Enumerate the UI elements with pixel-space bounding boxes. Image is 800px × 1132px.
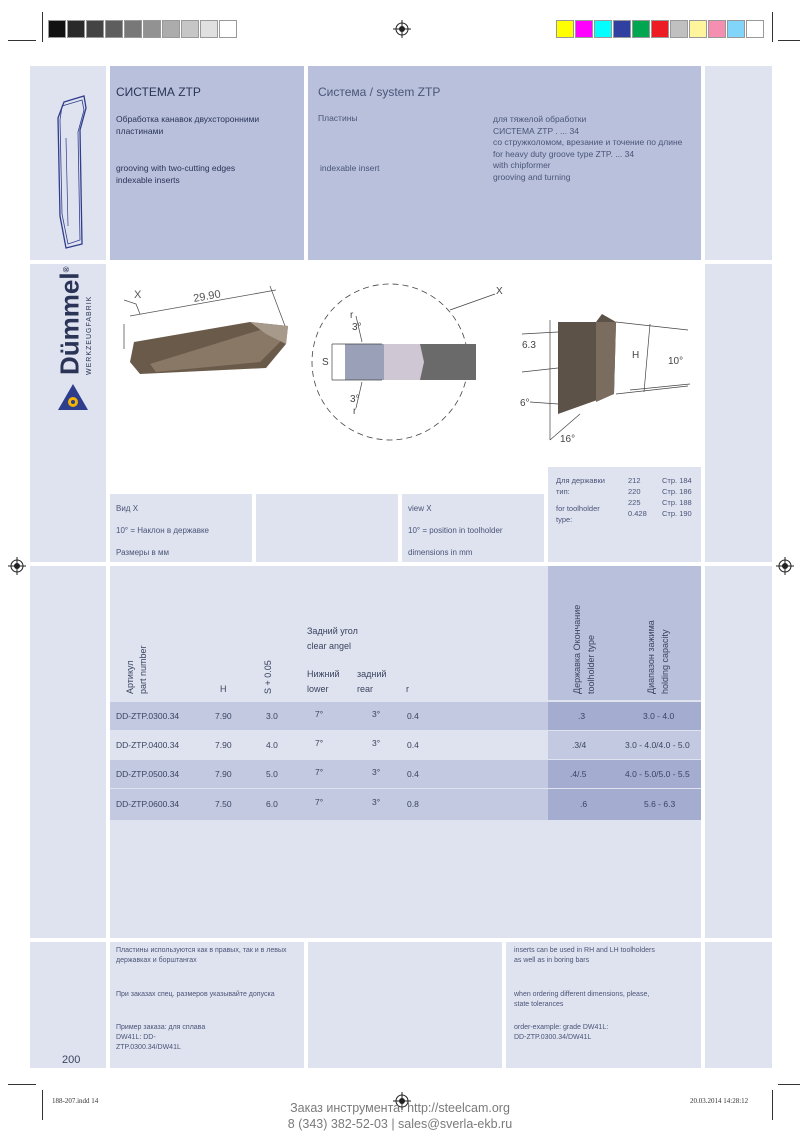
holder-pages bbox=[662, 475, 692, 519]
cell-r: 0.4 bbox=[407, 740, 419, 750]
note-line: with chipformer bbox=[493, 160, 551, 170]
col-r: r bbox=[406, 684, 409, 694]
header-ru-panel bbox=[110, 66, 304, 260]
dimensions-en: dimensions in mm bbox=[408, 548, 473, 557]
view-ru: Вид X bbox=[116, 504, 139, 513]
lower-ru: Нижний bbox=[307, 669, 340, 679]
right-margin-panel bbox=[705, 566, 772, 938]
clear-angle-en: clear angel bbox=[307, 641, 352, 651]
brand-panel bbox=[30, 264, 106, 562]
cell-s: 4.0 bbox=[266, 740, 278, 750]
gray-swatch bbox=[181, 20, 199, 38]
info-en-box bbox=[402, 494, 544, 562]
cell-lower: 7° bbox=[315, 797, 324, 807]
cell-lower: 7° bbox=[315, 767, 324, 777]
col-holder-ru: Державка Окончание bbox=[572, 604, 582, 694]
col-capacity-ru: Диапазон зажима bbox=[646, 620, 656, 694]
cell-capacity: 3.0 - 4.0 bbox=[643, 711, 675, 721]
notes-ru-box bbox=[110, 942, 304, 1068]
cell-r: 0.4 bbox=[407, 711, 419, 721]
col-article-ru: Артикул bbox=[125, 660, 135, 694]
registration-mark-icon bbox=[8, 557, 26, 575]
cell-s: 6.0 bbox=[266, 799, 278, 809]
note-en-1: inserts can be used in RH and LH toolholders as well as in boring bars bbox=[514, 947, 655, 964]
holder-label-ru: Для державки тип: bbox=[556, 476, 605, 496]
position-ru: 10° = Наклон в державке bbox=[116, 526, 210, 535]
crop-mark bbox=[778, 40, 800, 41]
color-swatch bbox=[708, 20, 726, 38]
cell-h: 7.90 bbox=[215, 740, 232, 750]
technical-drawing bbox=[110, 264, 700, 489]
notes-empty-box bbox=[308, 942, 502, 1068]
cell-capacity: 4.0 - 5.0/5.0 - 5.5 bbox=[625, 769, 690, 779]
gray-swatch bbox=[143, 20, 161, 38]
table-row bbox=[110, 702, 701, 730]
note-line: СИСТЕМА ZTP . ... 34 bbox=[493, 125, 579, 136]
gray-swatch bbox=[162, 20, 180, 38]
position-en: 10° = position in toolholder bbox=[408, 526, 503, 535]
lower-en: lower bbox=[307, 684, 329, 694]
slug-date: 20.03.2014 14:28:12 bbox=[690, 1097, 749, 1105]
dimensions-ru: Размеры в мм bbox=[116, 548, 169, 557]
radius-top: r bbox=[350, 310, 354, 321]
brand-registered: ® bbox=[62, 266, 71, 273]
crop-mark bbox=[42, 12, 43, 42]
view-x-mark: X bbox=[496, 286, 503, 297]
holder-type: 220 bbox=[628, 487, 641, 496]
gray-swatch bbox=[219, 20, 237, 38]
cell-rear: 3° bbox=[372, 767, 381, 777]
rear-en: rear bbox=[357, 684, 374, 694]
order-link[interactable]: Заказ инструмента: http://steelcam.org bbox=[290, 1101, 510, 1115]
angle-top: 3° bbox=[352, 322, 362, 333]
holder-type: 212 bbox=[628, 476, 641, 485]
note-en-2: when ordering different dimensions, please, state tolerances bbox=[514, 991, 650, 1008]
insert-label-en: indexable insert bbox=[320, 163, 380, 173]
col-rear bbox=[357, 667, 386, 697]
holder-page: Стр. 184 bbox=[662, 476, 692, 485]
clear-angle-ru: Задний угол bbox=[307, 626, 358, 636]
holder-page: Стр. 190 bbox=[662, 509, 692, 518]
cell-part: DD-ZTP.0500.34 bbox=[116, 769, 180, 779]
cell-h: 7.90 bbox=[215, 769, 232, 779]
note-line: for heavy duty groove type ZTP. ... 34 bbox=[493, 148, 635, 159]
cell-rear: 3° bbox=[372, 738, 381, 748]
cell-r: 0.4 bbox=[407, 769, 419, 779]
note-en-3: order-example: grade DW41L: DD-ZTP.0300.34/DW41L bbox=[514, 1024, 609, 1041]
holder-type-box bbox=[548, 467, 701, 562]
color-swatch bbox=[575, 20, 593, 38]
col-clear-angle bbox=[307, 624, 358, 654]
system-title: СИСТЕМА ZTP bbox=[116, 85, 201, 99]
holder-type: 225 bbox=[628, 498, 641, 507]
color-swatch bbox=[689, 20, 707, 38]
note-line: grooving and turning bbox=[493, 171, 571, 182]
gray-swatch bbox=[105, 20, 123, 38]
notes-en-box bbox=[506, 942, 701, 1068]
crop-mark bbox=[8, 40, 36, 41]
slug-file: 188-207.indd 14 bbox=[52, 1097, 99, 1105]
gray-swatch bbox=[67, 20, 85, 38]
cell-rear: 3° bbox=[372, 709, 381, 719]
page-number: 200 bbox=[62, 1054, 81, 1066]
cell-capacity: 3.0 - 4.0/4.0 - 5.0 bbox=[625, 740, 690, 750]
holder-page: Стр. 186 bbox=[662, 487, 692, 496]
crop-mark bbox=[772, 12, 773, 42]
holder-type: 0.428 bbox=[628, 509, 647, 518]
note-line: со стружколомом, врезание и точение по длине bbox=[493, 137, 683, 147]
contact-line[interactable]: 8 (343) 382-52-03 | sales@sverla-ekb.ru bbox=[287, 1117, 513, 1131]
description-en: grooving with two-cutting edges indexable inserts bbox=[116, 163, 236, 185]
cell-part: DD-ZTP.0300.34 bbox=[116, 711, 180, 721]
description-ru: Обработка канавок двухсторонними пластинами bbox=[116, 114, 260, 136]
registration-mark-icon bbox=[393, 20, 411, 38]
table-row bbox=[110, 731, 701, 759]
cell-part: DD-ZTP.0400.34 bbox=[116, 740, 180, 750]
brand-name: Dümmel bbox=[54, 272, 85, 375]
header-system-panel bbox=[308, 66, 701, 260]
dim-h: H bbox=[632, 350, 640, 361]
cell-h: 7.90 bbox=[215, 711, 232, 721]
color-swatch bbox=[746, 20, 764, 38]
cell-lower: 7° bbox=[315, 709, 324, 719]
angle-16: 16° bbox=[560, 434, 576, 445]
col-part-number: part number bbox=[138, 645, 148, 694]
application-notes bbox=[493, 114, 693, 183]
note-ru-2: При заказах спец. размеров указывайте допуска bbox=[116, 991, 275, 998]
col-lower bbox=[307, 667, 340, 697]
insert-outline-icon bbox=[30, 66, 106, 260]
holder-types bbox=[628, 475, 647, 519]
width-s: S bbox=[322, 357, 329, 368]
info-empty-box bbox=[256, 494, 398, 562]
cell-s: 3.0 bbox=[266, 711, 278, 721]
color-swatch bbox=[651, 20, 669, 38]
table-row bbox=[110, 789, 701, 820]
cell-rear: 3° bbox=[372, 797, 381, 807]
right-margin-panel bbox=[705, 264, 772, 562]
cell-holder: .3/4 bbox=[572, 740, 587, 750]
right-margin-panel bbox=[705, 66, 772, 260]
note-ru-1: Пластины используются как в правых, так и в левых державках и борштангах bbox=[116, 947, 287, 964]
gray-swatch bbox=[124, 20, 142, 38]
cell-s: 5.0 bbox=[266, 769, 278, 779]
cell-r: 0.8 bbox=[407, 799, 419, 809]
system-subtitle: Система / system ZTP bbox=[318, 85, 441, 99]
note-line: для тяжелой обработки bbox=[493, 114, 587, 124]
cell-part: DD-ZTP.0600.34 bbox=[116, 799, 180, 809]
cell-holder: .4/.5 bbox=[570, 769, 587, 779]
side-icon-panel bbox=[30, 66, 106, 260]
crop-mark bbox=[8, 1084, 36, 1085]
color-swatch bbox=[632, 20, 650, 38]
color-swatch bbox=[670, 20, 688, 38]
product-table bbox=[110, 702, 701, 820]
left-margin-panel bbox=[30, 566, 106, 938]
insert-label-ru: Пластины bbox=[318, 113, 358, 123]
brand-subtitle: WERKZEUGFABRIK bbox=[86, 295, 93, 375]
cell-holder: .6 bbox=[580, 799, 588, 809]
cell-capacity: 5.6 - 6.3 bbox=[644, 799, 676, 809]
cell-h: 7.50 bbox=[215, 799, 232, 809]
radius-bottom: r bbox=[353, 406, 357, 417]
color-swatch bbox=[556, 20, 574, 38]
rear-ru: задний bbox=[357, 669, 387, 679]
info-ru-box bbox=[110, 494, 252, 562]
angle-6: 6° bbox=[520, 398, 530, 409]
cell-holder: .3 bbox=[578, 711, 586, 721]
left-margin-panel bbox=[30, 942, 106, 1068]
color-swatch bbox=[613, 20, 631, 38]
gray-swatch bbox=[86, 20, 104, 38]
col-holder-en: toolholder type bbox=[586, 634, 596, 694]
gray-swatch bbox=[48, 20, 66, 38]
angle-bottom: 3° bbox=[350, 394, 360, 405]
table-row bbox=[110, 760, 701, 788]
holder-page: Стр. 188 bbox=[662, 498, 692, 507]
note-ru-3: Пример заказа: для сплава DW41L: DD-ZTP.0300.34/DW41L bbox=[116, 1024, 206, 1051]
holder-cell bbox=[548, 702, 701, 730]
brand-logo bbox=[52, 267, 85, 375]
color-swatch bbox=[594, 20, 612, 38]
dummel-logo-icon bbox=[56, 382, 90, 414]
cell-lower: 7° bbox=[315, 738, 324, 748]
col-s: S + 0.05 bbox=[263, 660, 273, 694]
gray-swatch bbox=[200, 20, 218, 38]
dim-6-3: 6.3 bbox=[522, 340, 536, 351]
view-en: view X bbox=[408, 504, 432, 513]
crop-mark bbox=[778, 1084, 800, 1085]
right-margin-panel bbox=[705, 942, 772, 1068]
holder-label-en: for toolholder type: bbox=[556, 504, 600, 524]
color-swatch bbox=[727, 20, 745, 38]
col-h: H bbox=[220, 684, 227, 694]
col-capacity-en: holding capacity bbox=[660, 629, 670, 694]
holder-header-cell bbox=[548, 566, 701, 700]
length-dimension: 29.90 bbox=[192, 288, 222, 305]
view-x-label: X bbox=[134, 289, 142, 301]
registration-mark-icon bbox=[776, 557, 794, 575]
angle-10: 10° bbox=[668, 356, 684, 367]
holder-cell bbox=[548, 789, 701, 820]
